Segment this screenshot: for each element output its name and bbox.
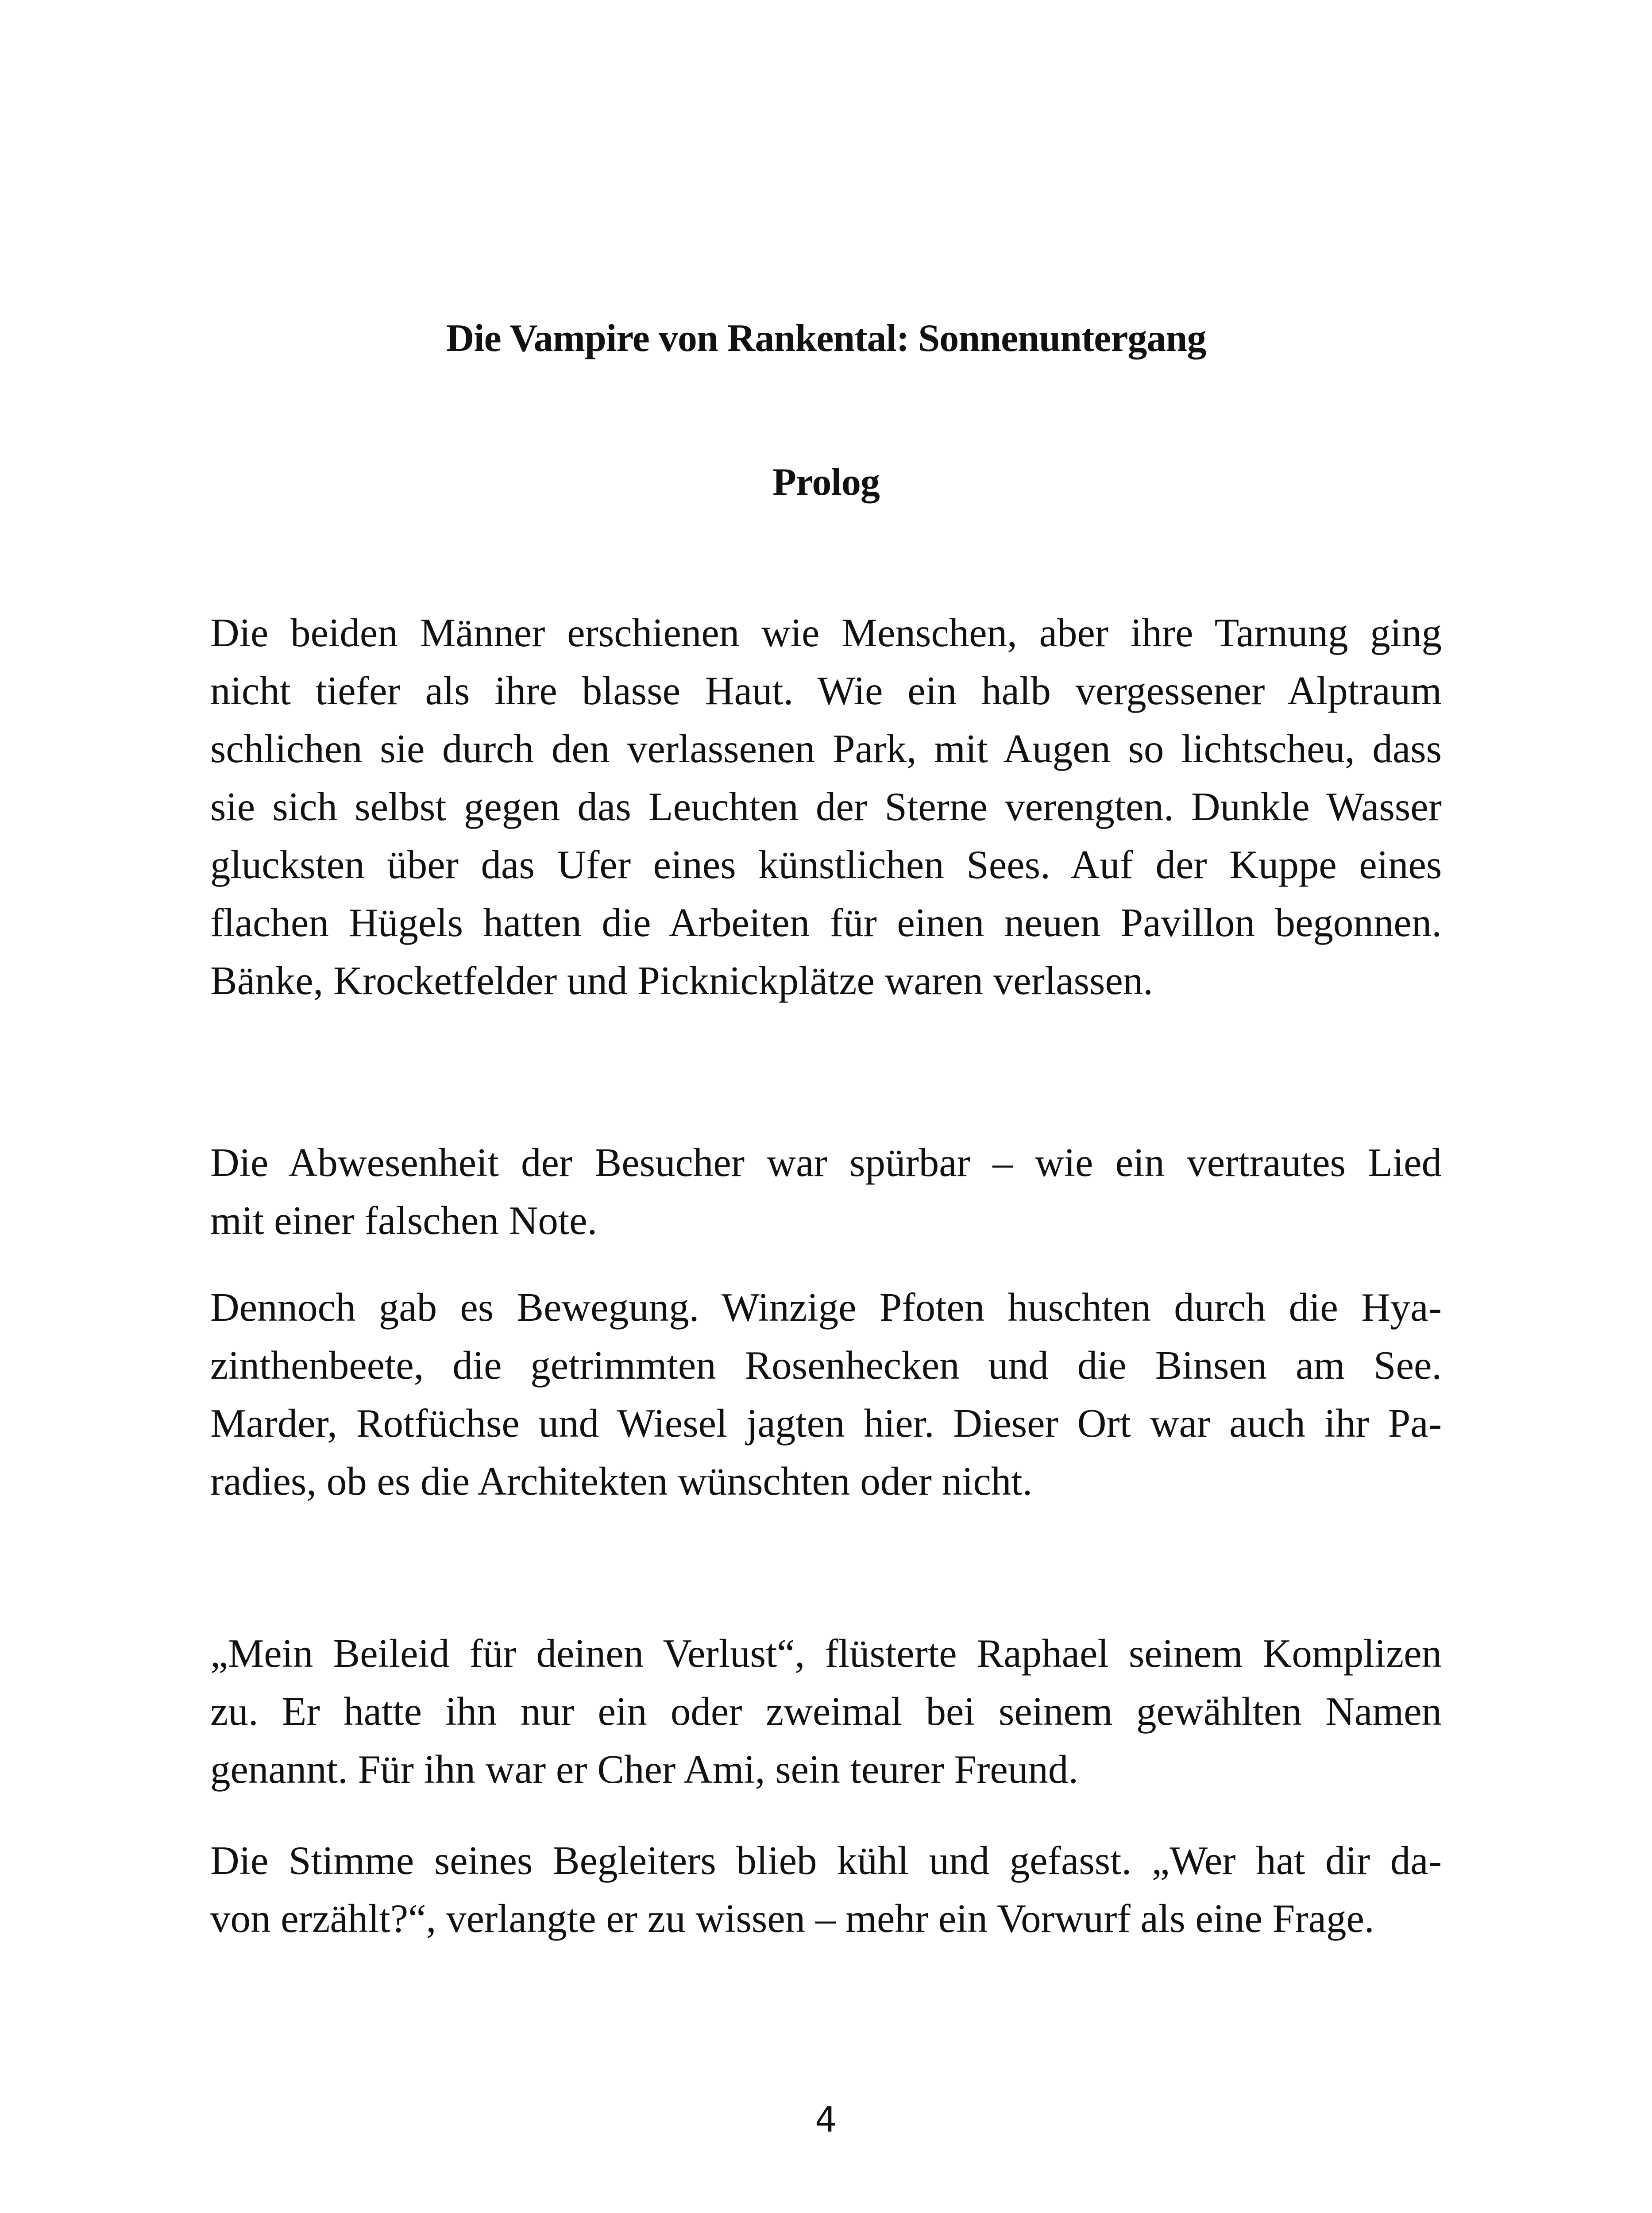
text-line: radies, ob es die Architekten wünschten oder nicht. — [210, 1459, 1033, 1504]
paragraph-4 — [210, 1624, 1442, 1798]
text-line: Bänke, Krocketfelder und Picknickplätze waren verlassen. — [210, 958, 1154, 1003]
text-line: Die Stimme seines Begleiters blieb kühl und gefasst. „Wer hat dir da- — [210, 1838, 1442, 1883]
book-title: Die Vampire von Rankental: Sonnenuntergang — [446, 317, 1206, 360]
text-line: flachen Hügels hatten die Arbeiten für einen neuen Pavillon begonnen. — [210, 900, 1442, 945]
text-line: schlichen sie durch den verlassenen Park, mit Augen so lichtscheu, dass — [210, 726, 1442, 771]
text-line: Marder, Rotfüchse und Wiesel jagten hier. Dieser Ort war auch ihr Pa- — [210, 1401, 1442, 1446]
text-line: Die Abwesenheit der Besucher war spürbar – wie ein vertrautes Lied — [210, 1140, 1442, 1185]
page-number: 4 — [815, 2100, 837, 2140]
text-line: Die beiden Männer erschienen wie Menschen, aber ihre Tarnung ging — [210, 610, 1442, 655]
paragraph-2 — [210, 1133, 1442, 1249]
paragraph-3 — [210, 1278, 1442, 1510]
text-line: sie sich selbst gegen das Leuchten der Sterne verengten. Dunkle Wasser — [210, 784, 1442, 829]
text-line: „Mein Beileid für deinen Verlust“, flüsterte Raphael seinem Komplizen — [210, 1631, 1442, 1676]
text-line: zinthenbeete, die getrimmten Rosenhecken und die Binsen am See. — [210, 1343, 1442, 1388]
text-line: von erzählt?“, verlangte er zu wissen – mehr ein Vorwurf als eine Frage. — [210, 1896, 1374, 1941]
text-line: glucksten über das Ufer eines künstlichen Sees. Auf der Kuppe eines — [210, 842, 1442, 887]
text-line: zu. Er hatte ihn nur ein oder zweimal bei seinem gewählten Namen — [210, 1689, 1442, 1734]
chapter-title: Prolog — [772, 461, 880, 504]
text-line: genannt. Für ihn war er Cher Ami, sein teurer Freund. — [210, 1747, 1079, 1792]
text-line: mit einer falschen Note. — [210, 1198, 598, 1243]
text-line: nicht tiefer als ihre blasse Haut. Wie ein halb vergessener Alptraum — [210, 668, 1442, 713]
paragraph-1 — [210, 604, 1442, 1010]
text-line: Dennoch gab es Bewegung. Winzige Pfoten huschten durch die Hya- — [210, 1285, 1442, 1330]
paragraph-5 — [210, 1831, 1442, 1947]
